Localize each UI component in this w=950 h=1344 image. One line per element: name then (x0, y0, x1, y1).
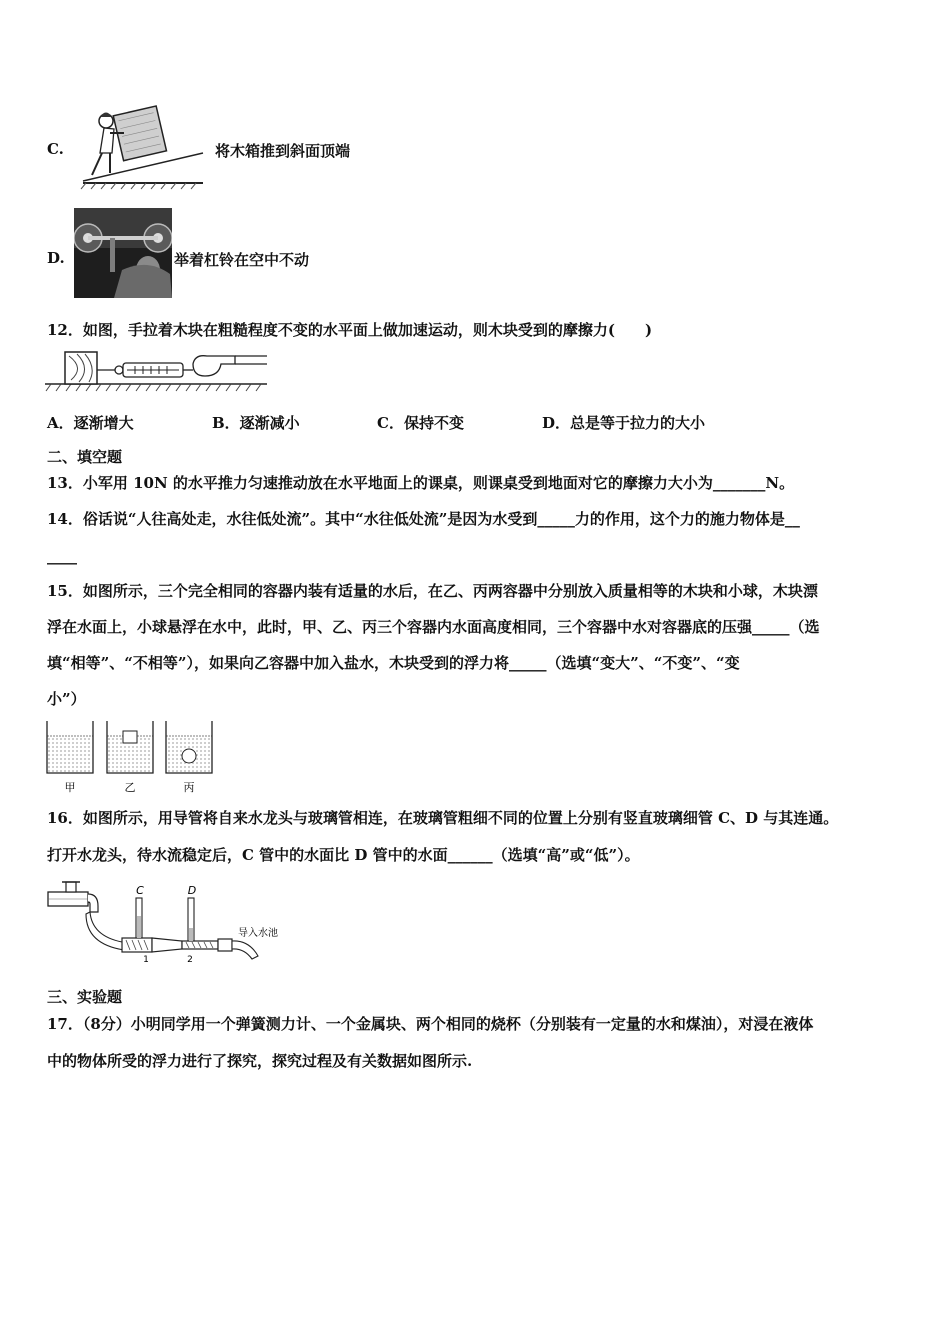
q12-stem: 12．如图，手拉着木块在粗糙程度不变的水平面上做加速运动，则木块受到的摩擦力( ) (47, 321, 653, 339)
mark-1: 1 (143, 955, 149, 965)
q15-line3: 填“相等”、“不相等”），如果向乙容器中加入盐水，木块受到的浮力将_____（选填“变大”、“不变”、“变 (47, 654, 740, 672)
q12-option-a: A．逐渐增大 (47, 414, 134, 432)
q17-line2: 中的物体所受的浮力进行了探究，探究过程及有关数据如图所示. (47, 1052, 473, 1070)
option-c-text: 将木箱推到斜面顶端 (215, 142, 351, 160)
q15-line2: 浮在水面上，小球悬浮在水中，此时，甲、乙、丙三个容器内水面高度相同，三个容器中水对容器底的压强_____（选 (47, 618, 820, 636)
slope-push-figure (78, 103, 208, 191)
q15-line4: 小”） (47, 690, 86, 708)
section-2-heading: 二、填空题 (47, 448, 123, 466)
option-c-label: C. (47, 140, 64, 158)
mark-2: 2 (187, 955, 193, 965)
q12-option-b: B．逐渐减小 (212, 414, 300, 432)
outlet-label: 导入水池 (238, 928, 278, 939)
q12-option-c: C．保持不变 (377, 414, 464, 432)
q14-line2: ____ (47, 547, 77, 565)
container-jia (47, 721, 93, 773)
q12-option-d: D．总是等于拉力的大小 (542, 414, 706, 432)
q14-line1: 14．俗话说“人往高处走，水往低处流”。其中“水往低处流”是因为水受到_____力的作用，这个力的施力物体是__ (47, 510, 800, 528)
q16-line2: 打开水龙头，待水流稳定后，C 管中的水面比 D 管中的水面______（选填“高”或“低”）。 (47, 846, 640, 864)
friction-block-figure (45, 346, 270, 394)
tube-d-label: D (187, 884, 197, 897)
section-3-heading: 三、实验题 (47, 988, 123, 1006)
container-bing (166, 721, 212, 773)
weightlifter-photo (74, 208, 172, 298)
tube-c-label: C (136, 884, 144, 897)
container-yi (107, 721, 153, 773)
three-containers-figure (44, 718, 219, 796)
q15-line1: 15．如图所示，三个完全相同的容器内装有适量的水后，在乙、丙两容器中分别放入质量相等的木块和小球，木块漂 (47, 582, 818, 600)
option-d-text: 举着杠铃在空中不动 (174, 251, 310, 269)
faucet-tube-figure (44, 876, 294, 968)
option-d-label: D. (47, 249, 65, 267)
container-label-yi: 乙 (124, 781, 136, 794)
q16-line1: 16．如图所示，用导管将自来水龙头与玻璃管相连，在玻璃管粗细不同的位置上分别有竖直玻璃细管 C、D 与其连通。 (47, 809, 839, 827)
container-label-jia: 甲 (64, 781, 76, 794)
q17-line1: 17．（8分）小明同学用一个弹簧测力计、一个金属块、两个相同的烧杯（分别装有一定量的水和煤油），对浸在液体 (47, 1015, 814, 1033)
q13-text: 13．小军用 10N 的水平推力匀速推动放在水平地面上的课桌，则课桌受到地面对它的摩擦力大小为_______N。 (47, 474, 795, 492)
container-label-bing: 丙 (183, 781, 195, 794)
